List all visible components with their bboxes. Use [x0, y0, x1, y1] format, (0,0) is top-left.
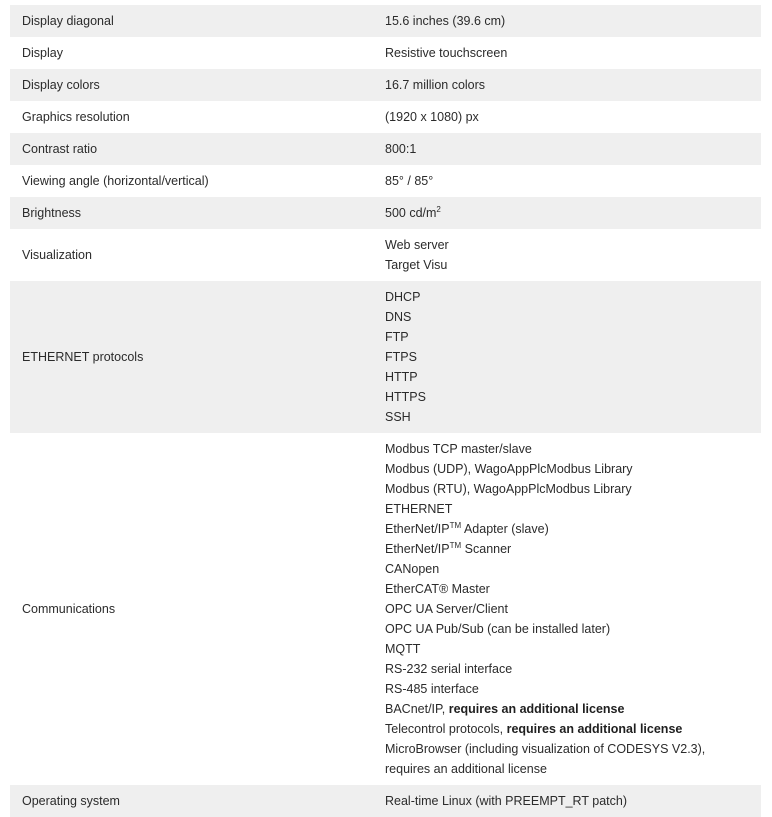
spec-row-communications	[10, 433, 761, 785]
license-note: requires an additional license	[506, 722, 683, 736]
spec-value-item: ETHERNET	[385, 502, 453, 516]
spec-value-item: Target Visu	[385, 258, 448, 272]
spec-row-operating-system	[10, 785, 761, 817]
spec-value-item	[385, 539, 761, 559]
spec-value-list	[385, 235, 761, 275]
spec-value-item: DNS	[385, 310, 412, 324]
spec-value-item	[385, 719, 761, 739]
spec-value-item: requires an additional license	[385, 762, 547, 776]
spec-value-item: OPC UA Pub/Sub (can be installed later)	[385, 622, 611, 636]
spec-row-graphics-resolution	[10, 101, 761, 133]
spec-value-item: OPC UA Server/Client	[385, 602, 508, 616]
spec-value-item: RS-485 interface	[385, 682, 479, 696]
protocol-name: EtherNet/IP	[385, 522, 450, 536]
spec-value-item: CANopen	[385, 562, 440, 576]
spec-value-item: Web server	[385, 238, 449, 252]
protocol-name: BACnet/IP,	[385, 702, 449, 716]
spec-value: (1920 x 1080) px	[385, 110, 479, 124]
spec-value: Resistive touchscreen	[385, 46, 508, 60]
spec-value-item: DHCP	[385, 290, 421, 304]
spec-label: Operating system	[22, 794, 120, 808]
spec-value-item: Modbus (UDP), WagoAppPlcModbus Library	[385, 462, 633, 476]
spec-value-item: Modbus TCP master/slave	[385, 442, 532, 456]
spec-value-item: SSH	[385, 410, 411, 424]
protocol-name: EtherNet/IP	[385, 542, 450, 556]
spec-value-list	[385, 439, 761, 779]
spec-value-item: HTTP	[385, 370, 418, 384]
spec-value-item: HTTPS	[385, 390, 426, 404]
brightness-unit-exponent: 2	[436, 205, 441, 214]
spec-value-item: MQTT	[385, 642, 421, 656]
specifications-table	[10, 5, 761, 817]
spec-label: Visualization	[22, 248, 92, 262]
spec-value-item: EtherCAT® Master	[385, 582, 490, 596]
spec-row-visualization	[10, 229, 761, 281]
spec-label: Communications	[22, 602, 116, 616]
spec-value-item: RS-232 serial interface	[385, 662, 513, 676]
spec-label: Display colors	[22, 78, 100, 92]
spec-value-item: FTPS	[385, 350, 417, 364]
spec-value-list	[385, 287, 761, 427]
spec-value	[385, 206, 761, 220]
spec-label: Display diagonal	[22, 14, 114, 28]
spec-value-item: FTP	[385, 330, 409, 344]
spec-row-ethernet-protocols	[10, 281, 761, 433]
spec-label: Contrast ratio	[22, 142, 98, 156]
spec-value: Real-time Linux (with PREEMPT_RT patch)	[385, 794, 627, 808]
protocol-name: Telecontrol protocols,	[385, 722, 507, 736]
protocol-role: Scanner	[461, 542, 512, 556]
spec-label: Brightness	[22, 206, 82, 220]
spec-value-item: MicroBrowser (including visualization of CODESYS V2.3),	[385, 742, 706, 756]
spec-row-viewing-angle	[10, 165, 761, 197]
trademark-mark: TM	[449, 521, 462, 530]
spec-row-brightness	[10, 197, 761, 229]
spec-value-item	[385, 699, 761, 719]
spec-label: Graphics resolution	[22, 110, 130, 124]
trademark-mark: TM	[449, 541, 462, 550]
spec-value: 800:1	[385, 142, 417, 156]
brightness-value: 500 cd/m	[385, 206, 437, 220]
spec-row-contrast-ratio	[10, 133, 761, 165]
protocol-role: Adapter (slave)	[461, 522, 549, 536]
spec-label: ETHERNET protocols	[22, 350, 144, 364]
spec-value-item: Modbus (RTU), WagoAppPlcModbus Library	[385, 482, 632, 496]
spec-row-display-colors	[10, 69, 761, 101]
spec-value: 15.6 inches (39.6 cm)	[385, 14, 506, 28]
spec-label: Viewing angle (horizontal/vertical)	[22, 174, 209, 188]
license-note: requires an additional license	[448, 702, 625, 716]
spec-value: 16.7 million colors	[385, 78, 486, 92]
spec-label: Display	[22, 46, 63, 60]
spec-row-display-diagonal	[10, 5, 761, 37]
spec-value: 85° / 85°	[385, 174, 434, 188]
spec-row-display	[10, 37, 761, 69]
spec-value-item	[385, 519, 761, 539]
